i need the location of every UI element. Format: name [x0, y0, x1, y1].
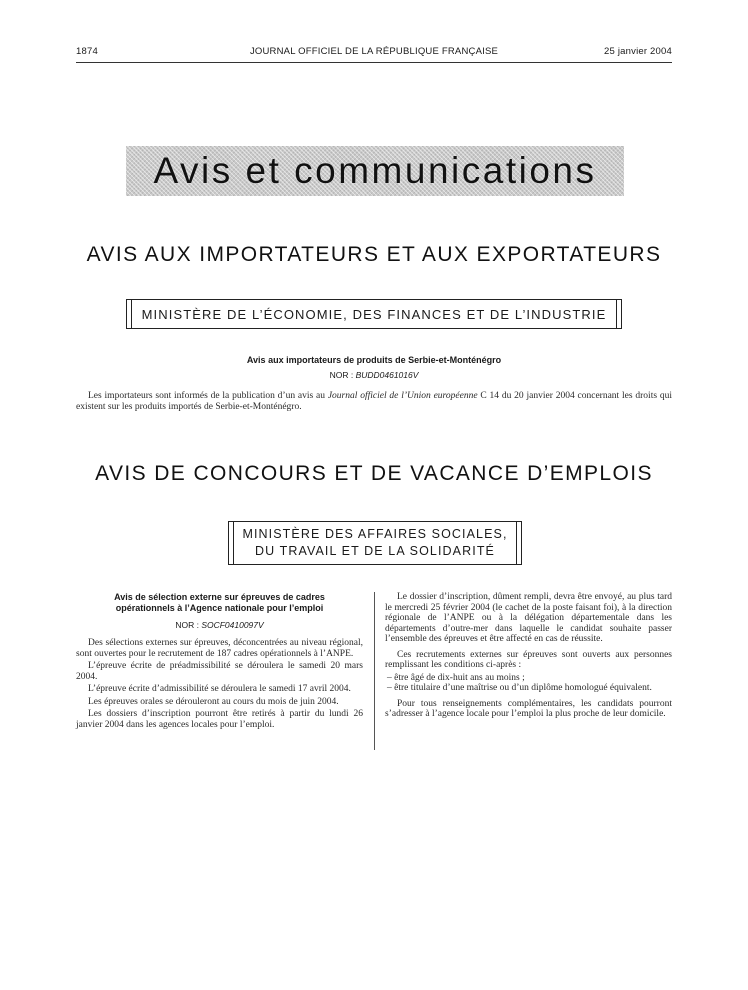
running-header [76, 44, 672, 60]
nor-value: BUDD0461016V [355, 370, 419, 380]
paragraph: L’épreuve écrite de préadmissibilité se déroulera le samedi 20 mars 2004. [76, 661, 363, 682]
column-divider [374, 592, 375, 750]
ministry-name-line-2: DU TRAVAIL ET DE LA SOLIDARITÉ [254, 544, 495, 558]
ministry-name [229, 526, 521, 560]
notice-body-text-end: C 14 du 20 janvier 2004 concernant les droits qui existent sur les produits importés de Serbie-et-Monténégro. [76, 391, 672, 412]
nor-reference [76, 370, 672, 380]
journal-title: JOURNAL OFFICIEL DE LA RÉPUBLIQUE FRANÇAISE [249, 46, 499, 57]
header-rule [76, 62, 672, 63]
paragraph: Les dossiers d’inscription pourront être retirés à partir du lundi 26 janvier 2004 dans les agences locales pour l’emploi. [76, 709, 363, 730]
notice-body [76, 391, 672, 413]
list-item: – être titulaire d’une maîtrise ou d’un diplôme homologué équivalent. [387, 683, 652, 693]
ministry-frame-affaires-sociales [228, 521, 522, 565]
issue-date: 25 janvier 2004 [604, 46, 672, 57]
list-item: – être âgé de dix-huit ans au moins ; [387, 672, 525, 683]
notice-title: Avis aux importateurs de produits de Serbie-et-Monténégro [246, 355, 502, 365]
journal-reference: Journal officiel de l’Union européenne [327, 391, 478, 401]
ministry-name-line-1: MINISTÈRE DES AFFAIRES SOCIALES, [242, 527, 508, 541]
right-column [385, 592, 672, 722]
paragraph: L’épreuve écrite d’admissibilité se déroulera le samedi 17 avril 2004. [88, 684, 351, 694]
section-heading-import-export: AVIS AUX IMPORTATEURS ET AUX EXPORTATEURS [86, 243, 662, 266]
notice-title: Avis de sélection externe sur épreuves de cadres opérationnels à l’Agence nationale pour l’emploi [114, 592, 325, 613]
section-banner [126, 146, 624, 196]
section-heading-concours: AVIS DE CONCOURS ET DE VACANCE D’EMPLOIS [95, 462, 653, 485]
left-column [76, 592, 363, 732]
banner-title: Avis et communications [153, 150, 597, 191]
paragraph: Ces recrutements externes sur épreuves sont ouverts aux personnes remplissant les conditions ci-après : [385, 649, 672, 670]
nor-label: NOR : [329, 370, 354, 380]
nor-label: NOR : [175, 620, 199, 630]
page-number: 1874 [76, 46, 98, 57]
notice-body-text: Les importateurs sont informés de la publication d’un avis au [88, 391, 328, 401]
nor-value: SOCF0410097V [201, 620, 264, 630]
paragraph: Des sélections externes sur épreuves, déconcentrées au niveau régional, sont ouvertes pour le recrutement de 187 cadres opérationnels à l’ANPE. [76, 638, 363, 659]
paragraph: Le dossier d’inscription, dûment rempli, devra être envoyé, au plus tard le mercredi 25 février 2004 (le cachet de la poste faisant foi), à la direction régionale de l’ANPE ou à la délégation départementale dans les départements d’outre-mer dans laquelle le candidat souhaite passer l’ensemble des épreuves et être affecté en cas de réussite. [385, 592, 672, 644]
paragraph: Pour tous renseignements complémentaires, les candidats pourront s’adresser à l’agence locale pour l’emploi la plus proche de leur domicile. [385, 698, 672, 719]
paragraph: Les épreuves orales se dérouleront au cours du mois de juin 2004. [88, 696, 339, 707]
nor-reference [76, 620, 363, 630]
ministry-name: MINISTÈRE DE L’ÉCONOMIE, DES FINANCES ET DE L’INDUSTRIE [141, 307, 607, 322]
ministry-frame-economie [126, 299, 622, 329]
